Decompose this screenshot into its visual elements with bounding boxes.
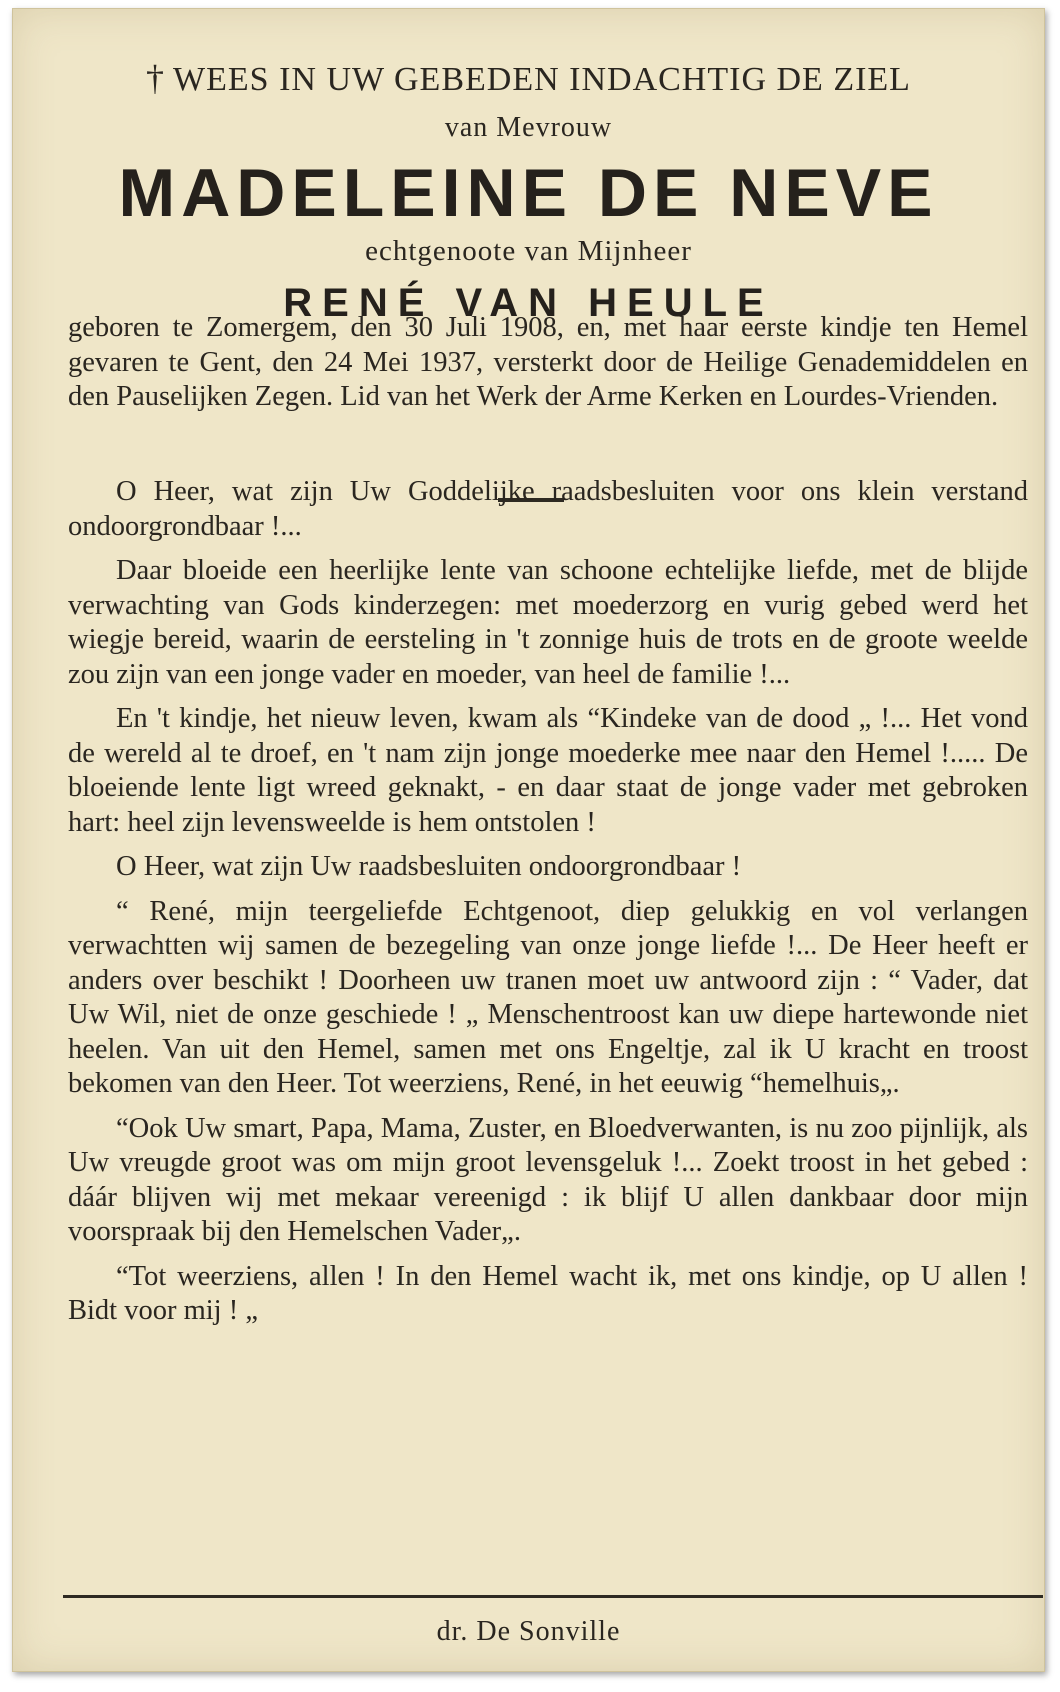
cross-icon: † <box>146 58 166 98</box>
biography-text: geboren te Zomergem, den 30 Juli 1908, en, met haar eerste kindje ten Hemel gevaren te Gent, den 24 Mei 1937, versterkt door de Heilige Genademiddelen en den Pauselijken Zegen. Lid van het Werk der Arme Kerken en Lourdes-Vrienden. <box>68 312 1028 412</box>
memorial-card <box>12 8 1045 1672</box>
paragraph: O Heer, wat zijn Uw Goddelijke raadsbesluiten voor ons klein verstand ondoorgrondbaar !... <box>68 476 1028 542</box>
paragraph: Daar bloeide een heerlijke lente van schoone echtelijke liefde, met de blijde verwachting van Gods kinderzegen: met moederzorg en vurig gebed werd het wiegje bereid, waarin de eersteling in 't zonnige huis de trots en de groote weelde zou zijn van een jonge vader en moeder, van heel de familie !... <box>68 555 1028 690</box>
paragraph: “Tot weerziens, allen ! In den Hemel wacht ik, met ons kindje, op U allen ! Bidt voor mij ! „ <box>68 1260 1028 1326</box>
spouse-intro-text: echtgenoote van Mijnheer <box>365 235 692 267</box>
paragraph: “ René, mijn teergeliefde Echtgenoot, diep gelukkig en vol verlangen verwachtten wij samen de bezegeling van onze jonge liefde !... De Heer heeft er anders over beschikt ! Doorheen uw tranen moet uw antwoord zijn : “ Vader, dat Uw Wil, niet de onze geschiede ! „ Menschentroost kan uw diepe hartewonde niet heelen. Van uit den Hemel, samen met ons Engeltje, zal ik U kracht en troost bekomen van den Heer. Tot weerziens, René, in het eeuwig “hemelhuis„. <box>68 895 1028 1099</box>
bottom-divider <box>63 1595 1043 1598</box>
deceased-name: MADELEINE DE NEVE <box>118 155 939 231</box>
van-mevrouw-text: van Mevrouw <box>444 112 613 143</box>
text-body <box>68 475 1028 1339</box>
spouse-name: RENÉ VAN HEULE <box>283 281 774 325</box>
paragraph: “Ook Uw smart, Papa, Mama, Zuster, en Bloedverwanten, is nu zoo pijnlijk, als Uw vreugde groot was om mijn groot levensgeluk !... Zoekt troost in het gebed : dáár blijven wij met mekaar vereenigd : ik blijf U allen dankbaar door mijn voorspraak bij den Hemelschen Vader„. <box>68 1112 1028 1247</box>
biography-block <box>68 311 1028 425</box>
printer-credit: dr. De Sonville <box>436 1616 621 1647</box>
heading-line <box>13 57 1044 99</box>
paragraph: O Heer, wat zijn Uw raadsbesluiten ondoorgrondbaar ! <box>116 851 742 882</box>
heading-text: WEES IN UW GEBEDEN INDACHTIG DE ZIEL <box>173 61 911 98</box>
paragraph: En 't kindje, het nieuw leven, kwam als “Kindeke van de dood „ !... Het vond de wereld al te droef, en 't nam zijn jonge moederke mee naar den Hemel !..... De bloeiende lente ligt wreed geknakt, - en daar staat de jonge vader met gebroken hart: heel zijn levensweelde is hem ontstolen ! <box>68 703 1028 838</box>
